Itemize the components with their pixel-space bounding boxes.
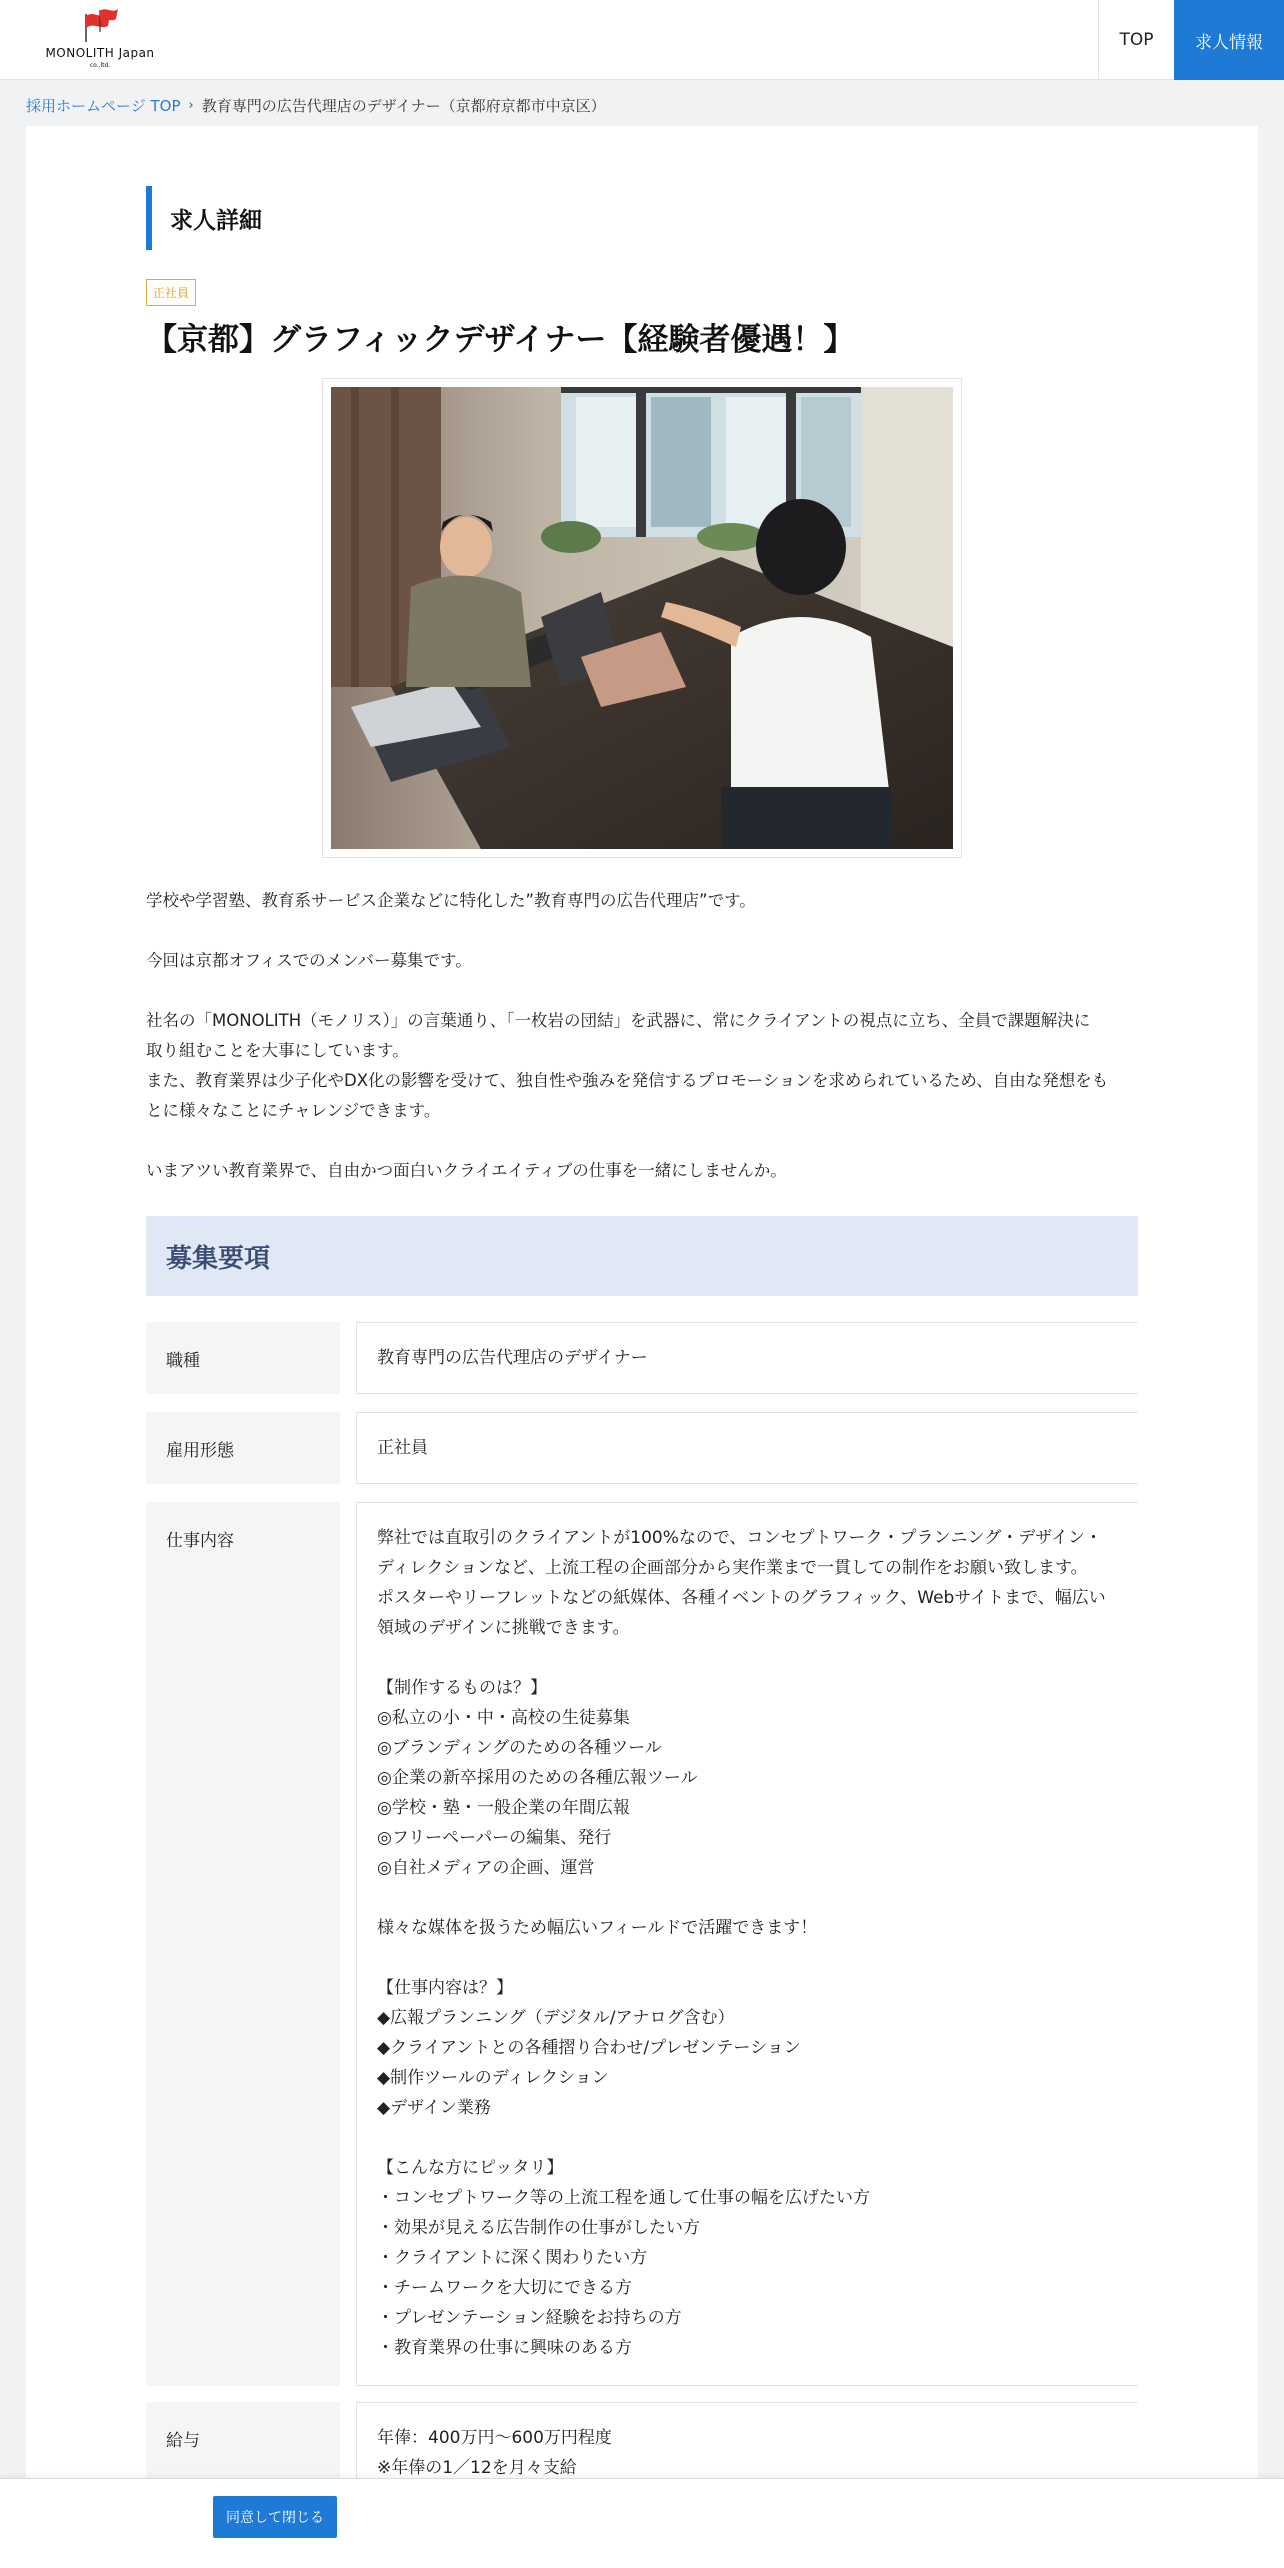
detail-value-job-description xyxy=(356,1502,1138,2386)
breadcrumb xyxy=(26,94,606,116)
breadcrumb-current: 教育専門の広告代理店のデザイナー（京都府京都市中京区） xyxy=(201,96,606,115)
detail-line: 【こんな方にピッタリ】 xyxy=(377,2158,564,2178)
breadcrumb-separator: › xyxy=(188,97,194,113)
recruitment-heading: 募集要項 xyxy=(146,1216,1138,1296)
intro-text xyxy=(146,886,1166,1186)
logo-subtext: co.,ltd. xyxy=(89,62,111,69)
section-title: 求人詳細 xyxy=(146,186,546,250)
detail-line: ・コンセプトワーク等の上流工程を通して仕事の幅を広げたい方 xyxy=(377,2188,870,2208)
logo-wordmark: MONOLITH Japan xyxy=(45,46,155,60)
detail-line: 領域のデザインに挑戦できます。 xyxy=(377,1618,630,1638)
detail-line xyxy=(377,1943,1118,1973)
detail-line: 教育専門の広告代理店のデザイナー xyxy=(377,1348,648,1368)
detail-line: ◆広報プランニング（デジタル/アナログ含む） xyxy=(377,2008,735,2028)
intro-paragraph-3-line-2: 取り組むことを大事にしています。 xyxy=(146,1041,409,1060)
detail-line: 【仕事内容は？】 xyxy=(377,1978,513,1998)
detail-label-salary: 給与 xyxy=(146,2402,340,2562)
detail-line xyxy=(377,2123,1118,2153)
intro-paragraph-3-line-4: とに様々なことにチャレンジできます。 xyxy=(146,1101,441,1120)
detail-line: ・クライアントに深く関わりたい方 xyxy=(377,2248,648,2268)
detail-line: ポスターやリーフレットなどの紙媒体、各種イベントのグラフィック、Webサイトまで、幅広い xyxy=(377,1588,1106,1608)
detail-label-employment-type: 雇用形態 xyxy=(146,1412,340,1484)
detail-line xyxy=(377,1643,1118,1673)
detail-line: ◎自社メディアの企画、運営 xyxy=(377,1858,595,1878)
detail-line: 様々な媒体を扱うため幅広いフィールドで活躍できます！ xyxy=(377,1918,818,1938)
job-detail-card xyxy=(26,126,1258,2568)
detail-line: ・教育業界の仕事に興味のある方 xyxy=(377,2338,632,2358)
detail-line: ・チームワークを大切にできる方 xyxy=(377,2278,632,2298)
intro-paragraph-4-line-1: いまアツい教育業界で、自由かつ面白いクライエイティブの仕事を一緒にしませんか。 xyxy=(146,1161,787,1180)
detail-line: 正社員 xyxy=(377,1438,428,1458)
agree-close-button[interactable]: 同意して閉じる xyxy=(213,2496,337,2538)
intro-paragraph-2-line-1: 今回は京都オフィスでのメンバー募集です。 xyxy=(146,951,472,970)
detail-line xyxy=(377,1883,1118,1913)
nav-top-link[interactable]: TOP xyxy=(1098,0,1174,80)
breadcrumb-home-link[interactable]: 採用ホームページ TOP xyxy=(26,96,181,115)
detail-line: ・効果が見える広告制作の仕事がしたい方 xyxy=(377,2218,700,2238)
office-meeting-image xyxy=(331,387,953,849)
intro-paragraph-3-line-3: また、教育業界は少子化やDX化の影響を受けて、独自性や強みを発信するプロモーションを求められているため、自由な発想をも xyxy=(146,1071,1109,1090)
intro-paragraph-1-line-1: 学校や学習塾、教育系サービス企業などに特化した”教育専門の広告代理店”です。 xyxy=(146,891,756,910)
detail-value-employment-type xyxy=(356,1412,1138,1484)
flag-logo-icon xyxy=(40,6,160,46)
office-photo xyxy=(322,378,962,858)
detail-line: 年俸：400万円～600万円程度 xyxy=(377,2428,612,2448)
detail-line: ※年俸の1／12を月々支給 xyxy=(377,2458,577,2478)
employment-type-badge: 正社員 xyxy=(146,279,196,306)
job-title: 【京都】グラフィックデザイナー【経験者優遇！】 xyxy=(146,322,855,358)
detail-line: ◎学校・塾・一般企業の年間広報 xyxy=(377,1798,630,1818)
detail-value-occupation xyxy=(356,1322,1138,1394)
detail-line: 弊社では直取引のクライアントが100%なので、コンセプトワーク・プランニング・デザイン・ xyxy=(377,1528,1103,1548)
detail-line: 【制作するものは？】 xyxy=(377,1678,547,1698)
detail-line: ・プレゼンテーション経験をお持ちの方 xyxy=(377,2308,682,2328)
company-logo[interactable] xyxy=(40,6,160,72)
detail-label-job-description: 仕事内容 xyxy=(146,1502,340,2386)
detail-line: ◎フリーペーパーの編集、発行 xyxy=(377,1828,612,1848)
nav-jobs-link[interactable]: 求人情報 xyxy=(1174,0,1284,80)
cookie-consent-bar xyxy=(0,2478,1284,2568)
intro-paragraph-3-line-1: 社名の「MONOLITH（モノリス）」の言葉通り、「一枚岩の団結」を武器に、常にクライアントの視点に立ち、全員で課題解決に xyxy=(146,1011,1091,1030)
detail-line: ディレクションなど、上流工程の企画部分から実作業まで一貫しての制作をお願い致します。 xyxy=(377,1558,1088,1578)
detail-line: ◆クライアントとの各種摺り合わせ/プレゼンテーション xyxy=(377,2038,801,2058)
detail-line: ◎企業の新卒採用のための各種広報ツール xyxy=(377,1768,698,1788)
detail-line: ◆デザイン業務 xyxy=(377,2098,491,2118)
site-header xyxy=(0,0,1284,80)
detail-line: ◆制作ツールのディレクション xyxy=(377,2068,609,2088)
detail-line: ◎ブランディングのための各種ツール xyxy=(377,1738,662,1758)
detail-line: ◎私立の小・中・高校の生徒募集 xyxy=(377,1708,630,1728)
detail-label-occupation: 職種 xyxy=(146,1322,340,1394)
